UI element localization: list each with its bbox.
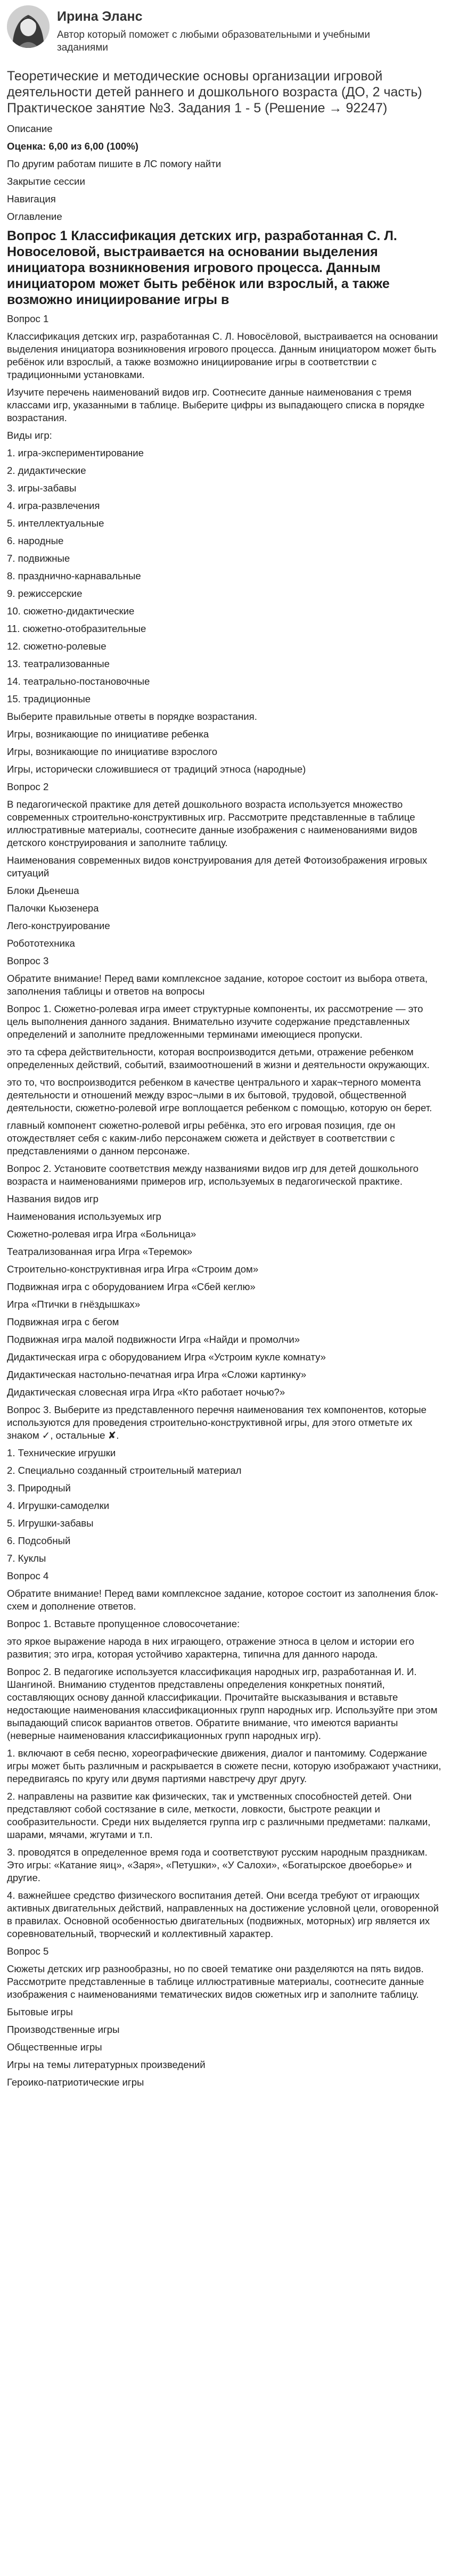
game-type-item: 9. режиссерские [7, 588, 83, 599]
question-1-heading: Вопрос 1 Классификация детских игр, разработанная С. Л. Новоселовой, выстраивается на основании выделения инициатора возникновения игрового процесса. Данным инициатором может быть ребёнок или взрослый, а также возможно инициирование игры в [7, 228, 397, 307]
game-type-item: 13. театрализованные [7, 658, 110, 669]
game-type-item: 3. игры-забавы [7, 482, 77, 494]
definition-plot: это та сфера действительности, которая воспроизводится детьми, отражение ребенком определенных действий, событий, взаимоотношений в жизни и деятельности окружающих. [7, 1046, 430, 1070]
construction-item: Блоки Дьенеша [7, 885, 79, 896]
game-example-item: Строительно-конструктивная игра Игра «Строим дом» [7, 1264, 259, 1275]
component-item: 7. Куклы [7, 1553, 46, 1564]
game-example-item: Театрализованная игра Игра «Теремок» [7, 1246, 193, 1257]
question-5-label: Вопрос 5 [7, 1946, 49, 1957]
question-4-part-1: Вопрос 1. Вставьте пропущенное словосочетание: [7, 1618, 240, 1629]
plot-game-kind: Общественные игры [7, 2041, 102, 2053]
game-example-item: Подвижная игра с оборудованием Игра «Сбей кеглю» [7, 1281, 256, 1292]
game-type-item: 1. игра-экспериментирование [7, 447, 144, 458]
game-type-item: 7. подвижные [7, 553, 70, 564]
author-tagline: Автор который поможет с любыми образовательными и учебными заданиями [57, 29, 370, 53]
game-class-item: Игры, возникающие по инициативе взрослого [7, 746, 218, 757]
avatar[interactable] [7, 5, 50, 48]
folk-game-point: 1. включают в себя песню, хореографические движения, диалог и пантомиму. Содержание игры может быть различным и раскрывается в сюжете песни, которую изображают участники, передвигаясь по кругу или двумя партиями навстречу друг другу. [7, 1748, 441, 1784]
definition-content: это то, что воспроизводится ребенком в качестве центрального и харак¬терного момента деятельности и отношений между взрос¬лыми в их бытовой, трудовой, общественной деятельности, сюжетно-ролевой игре воплощается ребенком с помощью, которую он берет. [7, 1077, 432, 1113]
folk-game-point: 4. важнейшее средство физического воспитания детей. Они всегда требуют от играющих активных двигательных действий, направленных на достижение условной цели, оговоренной в правилах. Основной особенностью двигательных (подвижных, моторных) игр является их соревновательный, творческий и коллективный характер. [7, 1890, 439, 1939]
game-type-item: 11. сюжетно-отобразительные [7, 623, 146, 634]
game-example-item: Игра «Птички в гнёздышках» [7, 1299, 141, 1310]
game-example-item: Дидактическая настольно-печатная игра Игра «Сложи картинку» [7, 1369, 307, 1380]
component-item: 6. Подсобный [7, 1535, 71, 1546]
used-games-title: Наименования используемых игр [7, 1211, 161, 1222]
game-class-item: Игры, исторически сложившиеся от традиций этноса (народные) [7, 764, 306, 775]
plot-game-kind: Игры на темы литературных произведений [7, 2059, 206, 2070]
choose-instruction: Выберите правильные ответы в порядке возрастания. [7, 711, 257, 722]
definition-role: главный компонент сюжетно-ролевой игры ребёнка, это его игровая позиция, где он отождествляет себя с каким-либо персонажем сюжета и действует в соответствии с представлениями о данном персонаже. [7, 1120, 396, 1156]
question-3-part-1: Вопрос 1. Сюжетно-ролевая игра имеет структурные компоненты, их рассмотрение — это цель выполнения данного задания. Внимательно изучите содержание представленных определений и заполните предложенными терминами имеющиеся пропуски. [7, 1003, 423, 1040]
component-item: 4. Игрушки-самоделки [7, 1500, 110, 1511]
folk-game-definition: это яркое выражение народа в них играющего, отражение этноса в целом и истории его развития; это игра, которая устойчиво характерна, типична для данного народа. [7, 1636, 414, 1660]
close-session-link[interactable]: Закрытие сессии [7, 176, 85, 187]
construction-item: Лего-конструирование [7, 920, 110, 931]
game-example-item: Дидактическая игра с оборудованием Игра «Устроим кукле комнату» [7, 1351, 326, 1363]
author-header [7, 0, 444, 61]
component-item: 5. Игрушки-забавы [7, 1517, 94, 1529]
plot-game-kind: Производственные игры [7, 2024, 120, 2035]
navigation-link[interactable]: Навигация [7, 193, 56, 204]
question-3-warning: Обратите внимание! Перед вами комплексное задание, которое состоит из выбора ответа, заполнения таблицы и ответов на вопросы [7, 973, 428, 997]
question-2-text: В педагогической практике для детей дошкольного возраста используется множество современных строительно-конструктивных игр. Рассмотрите представленные в таблице иллюстративные материалы, соотнесите данные изображения с наименованиями видов детского конструирования и заполните таблицу. [7, 799, 417, 848]
question-2-label: Вопрос 2 [7, 781, 49, 792]
plot-game-kind: Героико-патриотические игры [7, 2077, 144, 2088]
game-type-item: 5. интеллектуальные [7, 518, 104, 529]
game-type-item: 10. сюжетно-дидактические [7, 605, 135, 617]
game-type-item: 2. дидактические [7, 465, 86, 476]
question-3-label: Вопрос 3 [7, 955, 49, 966]
question-4-part-2: Вопрос 2. В педагогике используется классификация народных игр, разработанная И. И. Шангиной. Вниманию студентов представлены определения конкретных понятий, составляющих основу данной классификации. Прочитайте высказывания и вставьте недостающие наименования классификационных групп народных игр. Используйте при этом выпадающий список вариантов ответов. Обратите внимание, что имеются варианты (неверные наименования классификационных групп народных игр). [7, 1666, 438, 1741]
game-type-item: 8. празднично-карнавальные [7, 570, 141, 581]
component-item: 3. Природный [7, 1482, 71, 1494]
game-kinds-title: Названия видов игр [7, 1193, 99, 1204]
question-4-label: Вопрос 4 [7, 1570, 49, 1581]
avatar-portrait-icon [7, 5, 50, 48]
game-type-item: 14. театрально-постановочные [7, 676, 150, 687]
page-title: Теоретические и методические основы организации игровой деятельности детей раннего и дошкольного возраста (ДО, 2 часть) Практическое занятие №3. Задания 1 - 5 (Решение → 92247) [7, 69, 422, 116]
game-example-item: Сюжетно-ролевая игра Игра «Больница» [7, 1228, 196, 1240]
folk-game-point: 3. проводятся в определенное время года и соответствуют русским народным праздникам. Это игры: «Катание яиц», «Заря», «Петушки», «У Салохи», «Богатырское двоеборье» и другие. [7, 1847, 428, 1883]
game-example-item: Дидактическая словесная игра Игра «Кто работает ночью?» [7, 1387, 285, 1398]
question-5-text: Сюжеты детских игр разнообразны, но по своей тематике они разделяются на пять видов. Рассмотрите представленные в таблице иллюстративные материалы, соотнесите данные изображения с наименованиями тематических видов сюжетных игр и заполните таблицу. [7, 1963, 424, 2000]
game-type-item: 12. сюжетно-ролевые [7, 641, 106, 652]
question-1-label: Вопрос 1 [7, 313, 49, 324]
game-type-item: 15. традиционные [7, 693, 91, 704]
game-type-item: 4. игра-развлечения [7, 500, 100, 511]
question-4-warning: Обратите внимание! Перед вами комплексное задание, которое состоит из заполнения блок-схем и дополнение ответов. [7, 1588, 439, 1612]
toc-link[interactable]: Оглавление [7, 211, 62, 222]
game-class-item: Игры, возникающие по инициативе ребенка [7, 728, 209, 740]
component-item: 1. Технические игрушки [7, 1447, 116, 1458]
construction-table-label: Наименования современных видов конструирования для детей Фотоизображения игровых ситуаций [7, 855, 428, 879]
game-types-label: Виды игр: [7, 430, 52, 441]
game-type-item: 6. народные [7, 535, 64, 546]
question-3-part-2: Вопрос 2. Установите соответствия между названиями видов игр для детей дошкольного возраста и наименованиями примеров игр, используемых в педагогической практике. [7, 1163, 419, 1187]
score-text: Оценка: 6,00 из 6,00 (100%) [7, 141, 138, 152]
plot-game-kind: Бытовые игры [7, 2006, 73, 2017]
author-name[interactable]: Ирина Эланс [57, 9, 143, 24]
question-1-task: Изучите перечень наименований видов игр. Соотнесите данные наименования с тремя классами игр, указанными в таблице. Выберите цифры из выпадающего списка в порядке возрастания. [7, 387, 425, 423]
folk-game-point: 2. направлены на развитие как физических, так и умственных способностей детей. Они представляют собой состязание в силе, меткости, ловкости, быстроте реакции и сообразительности. Среди них выделяется группа игр с различными предметами: палками, шарами, мячами, жгутами и т.п. [7, 1791, 431, 1840]
search-note: По другим работам пишите в ЛС помогу найти [7, 158, 222, 169]
component-item: 2. Специально созданный строительный материал [7, 1465, 242, 1476]
question-1-intro: Классификация детских игр, разработанная С. Л. Новосёловой, выстраивается на основании выделения инициатора возникновения игрового процесса. Данным инициатором может быть ребёнок или взрослый, а также возможно инициирование игры в соответствии с традиционными установками. [7, 331, 438, 380]
construction-item: Робототехника [7, 938, 75, 949]
description-label: Описание [7, 123, 53, 134]
question-3-part-3: Вопрос 3. Выберите из представленного перечня наименования тех компонентов, которые используются для проведения строительно-конструктивной игры, для этого отметьте их знаком ✓, остальные ✘. [7, 1404, 427, 1441]
construction-item: Палочки Кьюзенера [7, 903, 99, 914]
game-example-item: Подвижная игра с бегом [7, 1316, 119, 1327]
game-example-item: Подвижная игра малой подвижности Игра «Найди и промолчи» [7, 1334, 300, 1345]
